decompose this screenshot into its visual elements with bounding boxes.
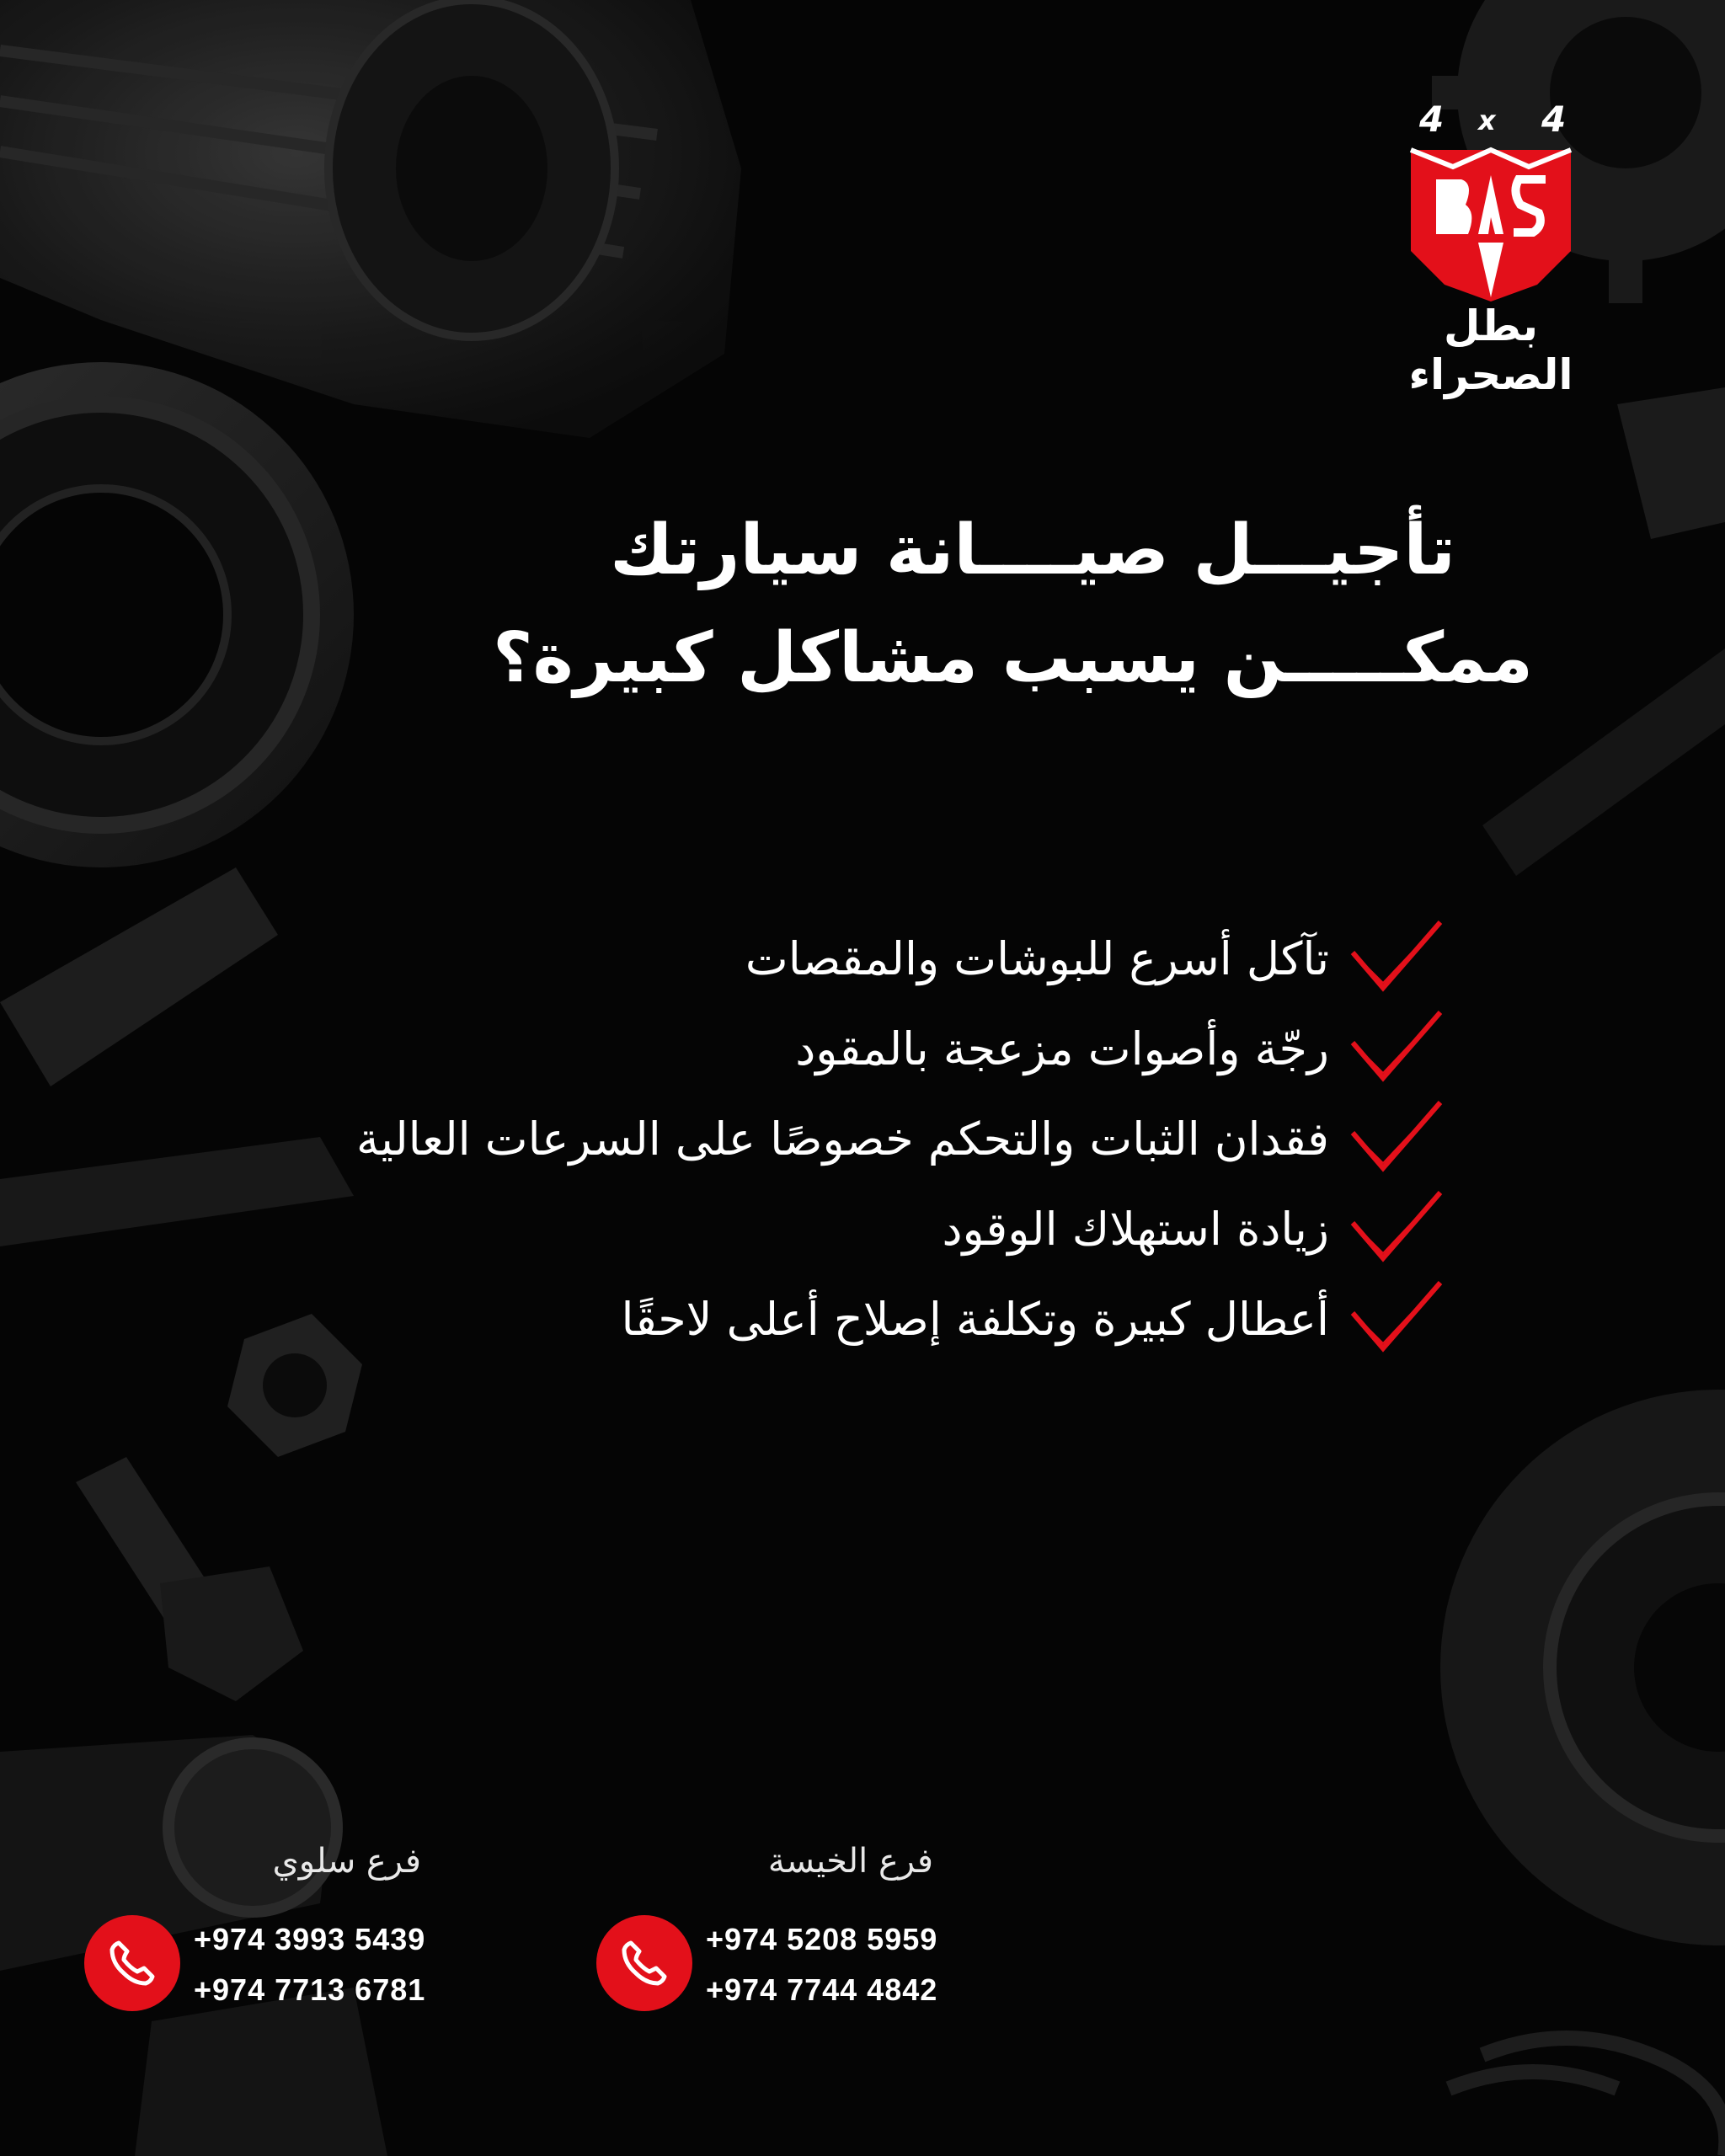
bearing-shape: [0, 362, 354, 867]
branch-name: فرع سلوي: [272, 1842, 421, 1881]
checklist-text: أعطال كبيرة وتكلفة إصلاح أعلى لاحقًا: [621, 1293, 1329, 1346]
bas-4x4-logo-mark: [1394, 99, 1588, 310]
check-icon: [1346, 917, 1447, 998]
brand-logo: [1381, 99, 1617, 399]
branch-name: فرع الخيسة: [767, 1842, 933, 1881]
list-item: [184, 1274, 1447, 1364]
list-item: [184, 1094, 1447, 1184]
phone-icon: [619, 1938, 670, 1988]
page-headline: [360, 497, 1533, 712]
phone-number-link[interactable]: +974 7713 6781: [194, 1972, 426, 2007]
phone-call-button[interactable]: [84, 1915, 180, 2011]
checklist-text: تآكل أسرع للبوشات والمقصات: [745, 932, 1329, 985]
check-icon: [1346, 1097, 1447, 1178]
phone-number-link[interactable]: +974 7744 4842: [706, 1972, 938, 2007]
phone-number-link[interactable]: +974 5208 5959: [706, 1922, 938, 1956]
gear-shape-bottom: [1440, 1390, 1725, 1945]
branch-khaisa: [596, 1828, 1001, 2021]
svg-text:4: 4: [1419, 99, 1445, 140]
checklist-text: فقدان الثبات والتحكم خصوصًا على السرعات العالية: [355, 1113, 1329, 1166]
check-icon: [1346, 1187, 1447, 1268]
list-item: [184, 1184, 1447, 1274]
branch-sulwi: [84, 1828, 489, 2021]
list-item: [184, 1004, 1447, 1094]
phone-number-link[interactable]: +974 3993 5439: [194, 1922, 426, 1956]
phone-icon: [107, 1938, 158, 1988]
risk-checklist: [184, 914, 1447, 1364]
headline-line-2: ممكـــــن يسبب مشاكل كبيرة؟: [492, 618, 1533, 698]
brand-name-ar: بطل الصحراء: [1408, 302, 1573, 399]
checklist-text: زيادة استهلاك الوقود: [942, 1203, 1329, 1256]
bolt-shape: [76, 1457, 303, 1701]
checklist-text: رجّة وأصوات مزعجة بالمقود: [795, 1022, 1329, 1075]
check-icon: [1346, 1278, 1447, 1358]
svg-text:4: 4: [1541, 99, 1567, 140]
phone-call-button[interactable]: [596, 1915, 692, 2011]
svg-text:x: x: [1478, 104, 1496, 136]
headline-line-1: تأجيـــل صيــــانة سيارتك: [610, 510, 1455, 590]
spring-shape: [1449, 2038, 1725, 2156]
check-icon: [1346, 1007, 1447, 1088]
list-item: [184, 914, 1447, 1004]
